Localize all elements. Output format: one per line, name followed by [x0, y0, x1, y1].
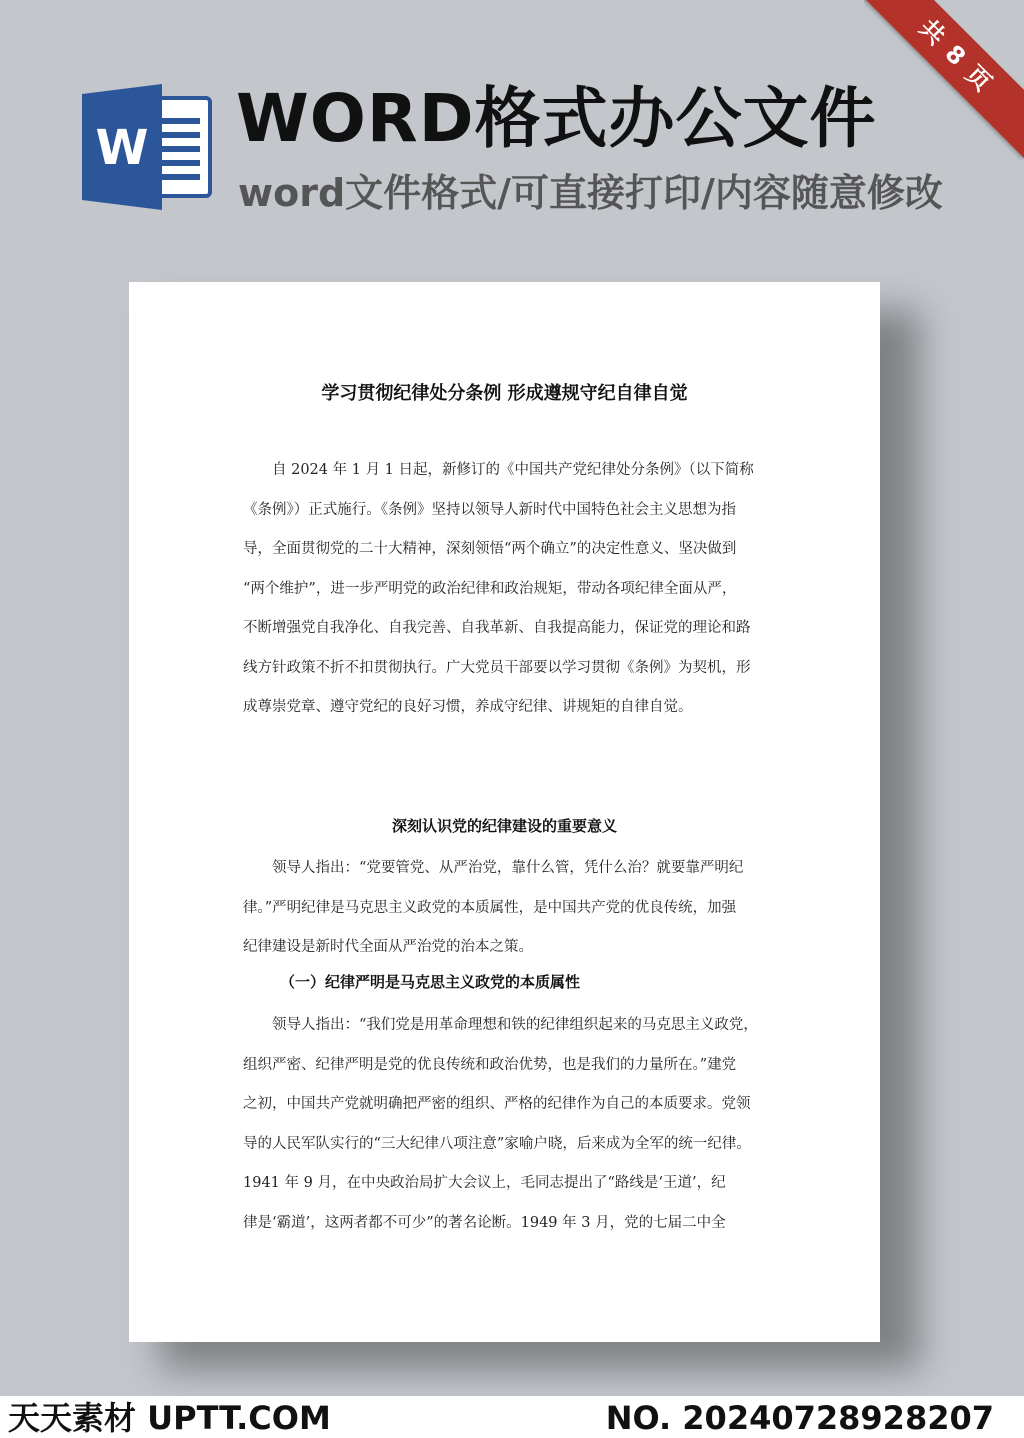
paragraph-line: 领导人指出：“我们党是用革命理想和铁的纪律组织起来的马克思主义政党，	[272, 1017, 758, 1033]
paragraph-line: 1941 年 9 月，在中央政治局扩大会议上，毛同志提出了“路线是‘王道’，纪	[243, 1175, 726, 1191]
word-icon	[82, 84, 212, 210]
paragraph-line: 导的人民军队实行的“三大纪律八项注意”家喻户晓，后来成为全军的统一纪律。	[243, 1135, 751, 1152]
paragraph-line: 律是‘霸道’，这两者都不可少”的著名论断。1949 年 3 月，党的七届二中全	[243, 1214, 726, 1231]
paragraph-subsection	[243, 1006, 773, 1243]
banner-subtitle: word文件格式/可直接打印/内容随意修改	[238, 171, 943, 215]
sub-heading: （一）纪律严明是马克思主义政党的本质属性	[280, 973, 581, 991]
document-title: 学习贯彻纪律处分条例 形成遵规守纪自律自觉	[321, 383, 688, 404]
footer-number: NO. 20240728928207	[605, 1399, 994, 1437]
paragraph-line: 《条例》）正式施行。《条例》坚持以领导人新时代中国特色社会主义思想为指	[243, 501, 736, 518]
paragraph-line: 之初，中国共产党就明确把严密的组织、严格的纪律作为自己的本质要求。党领	[243, 1096, 751, 1112]
paragraph-line: 组织严密、纪律严明是党的优良传统和政治优势，也是我们的力量所在。”建党	[243, 1056, 737, 1073]
page-count-label: 共 8 页	[864, 0, 1024, 158]
paragraph-section	[243, 849, 773, 968]
paragraph-line: 线方针政策不折不扣贯彻执行。广大党员干部要以学习贯彻《条例》为契机，形	[243, 659, 751, 676]
paragraph-line: 成尊崇党章、遵守党纪的良好习惯，养成守纪律、讲规矩的自律自觉。	[243, 699, 693, 715]
document-page	[129, 282, 880, 1342]
paragraph-line: “两个维护”，进一步严明党的政治纪律和政治规矩，带动各项纪律全面从严，	[243, 580, 737, 597]
paragraph-line: 领导人指出：“党要管党、从严治党，靠什么管，凭什么治？就要靠严明纪	[272, 860, 744, 876]
section-heading: 深刻认识党的纪律建设的重要意义	[391, 817, 617, 835]
footer-brand: 天天素材 UPTT.COM	[8, 1399, 331, 1437]
banner-title: WORD格式办公文件	[236, 80, 877, 157]
paragraph-intro	[243, 451, 773, 728]
paragraph-line: 律。”严明纪律是马克思主义政党的本质属性，是中国共产党的优良传统，加强	[243, 899, 737, 916]
paragraph-line: 导，全面贯彻党的二十大精神，深刻领悟“两个确立”的决定性意义、坚决做到	[243, 541, 737, 557]
paragraph-line: 纪律建设是新时代全面从严治党的治本之策。	[243, 939, 533, 955]
page-count-ribbon	[864, 0, 1024, 160]
word-logo-letter: W	[95, 120, 149, 176]
paragraph-line: 自 2024 年 1 月 1 日起，新修订的《中国共产党纪律处分条例》（以下简称	[272, 462, 754, 478]
paragraph-line: 不断增强党自我净化、自我完善、自我革新、自我提高能力，保证党的理论和路	[243, 620, 751, 636]
